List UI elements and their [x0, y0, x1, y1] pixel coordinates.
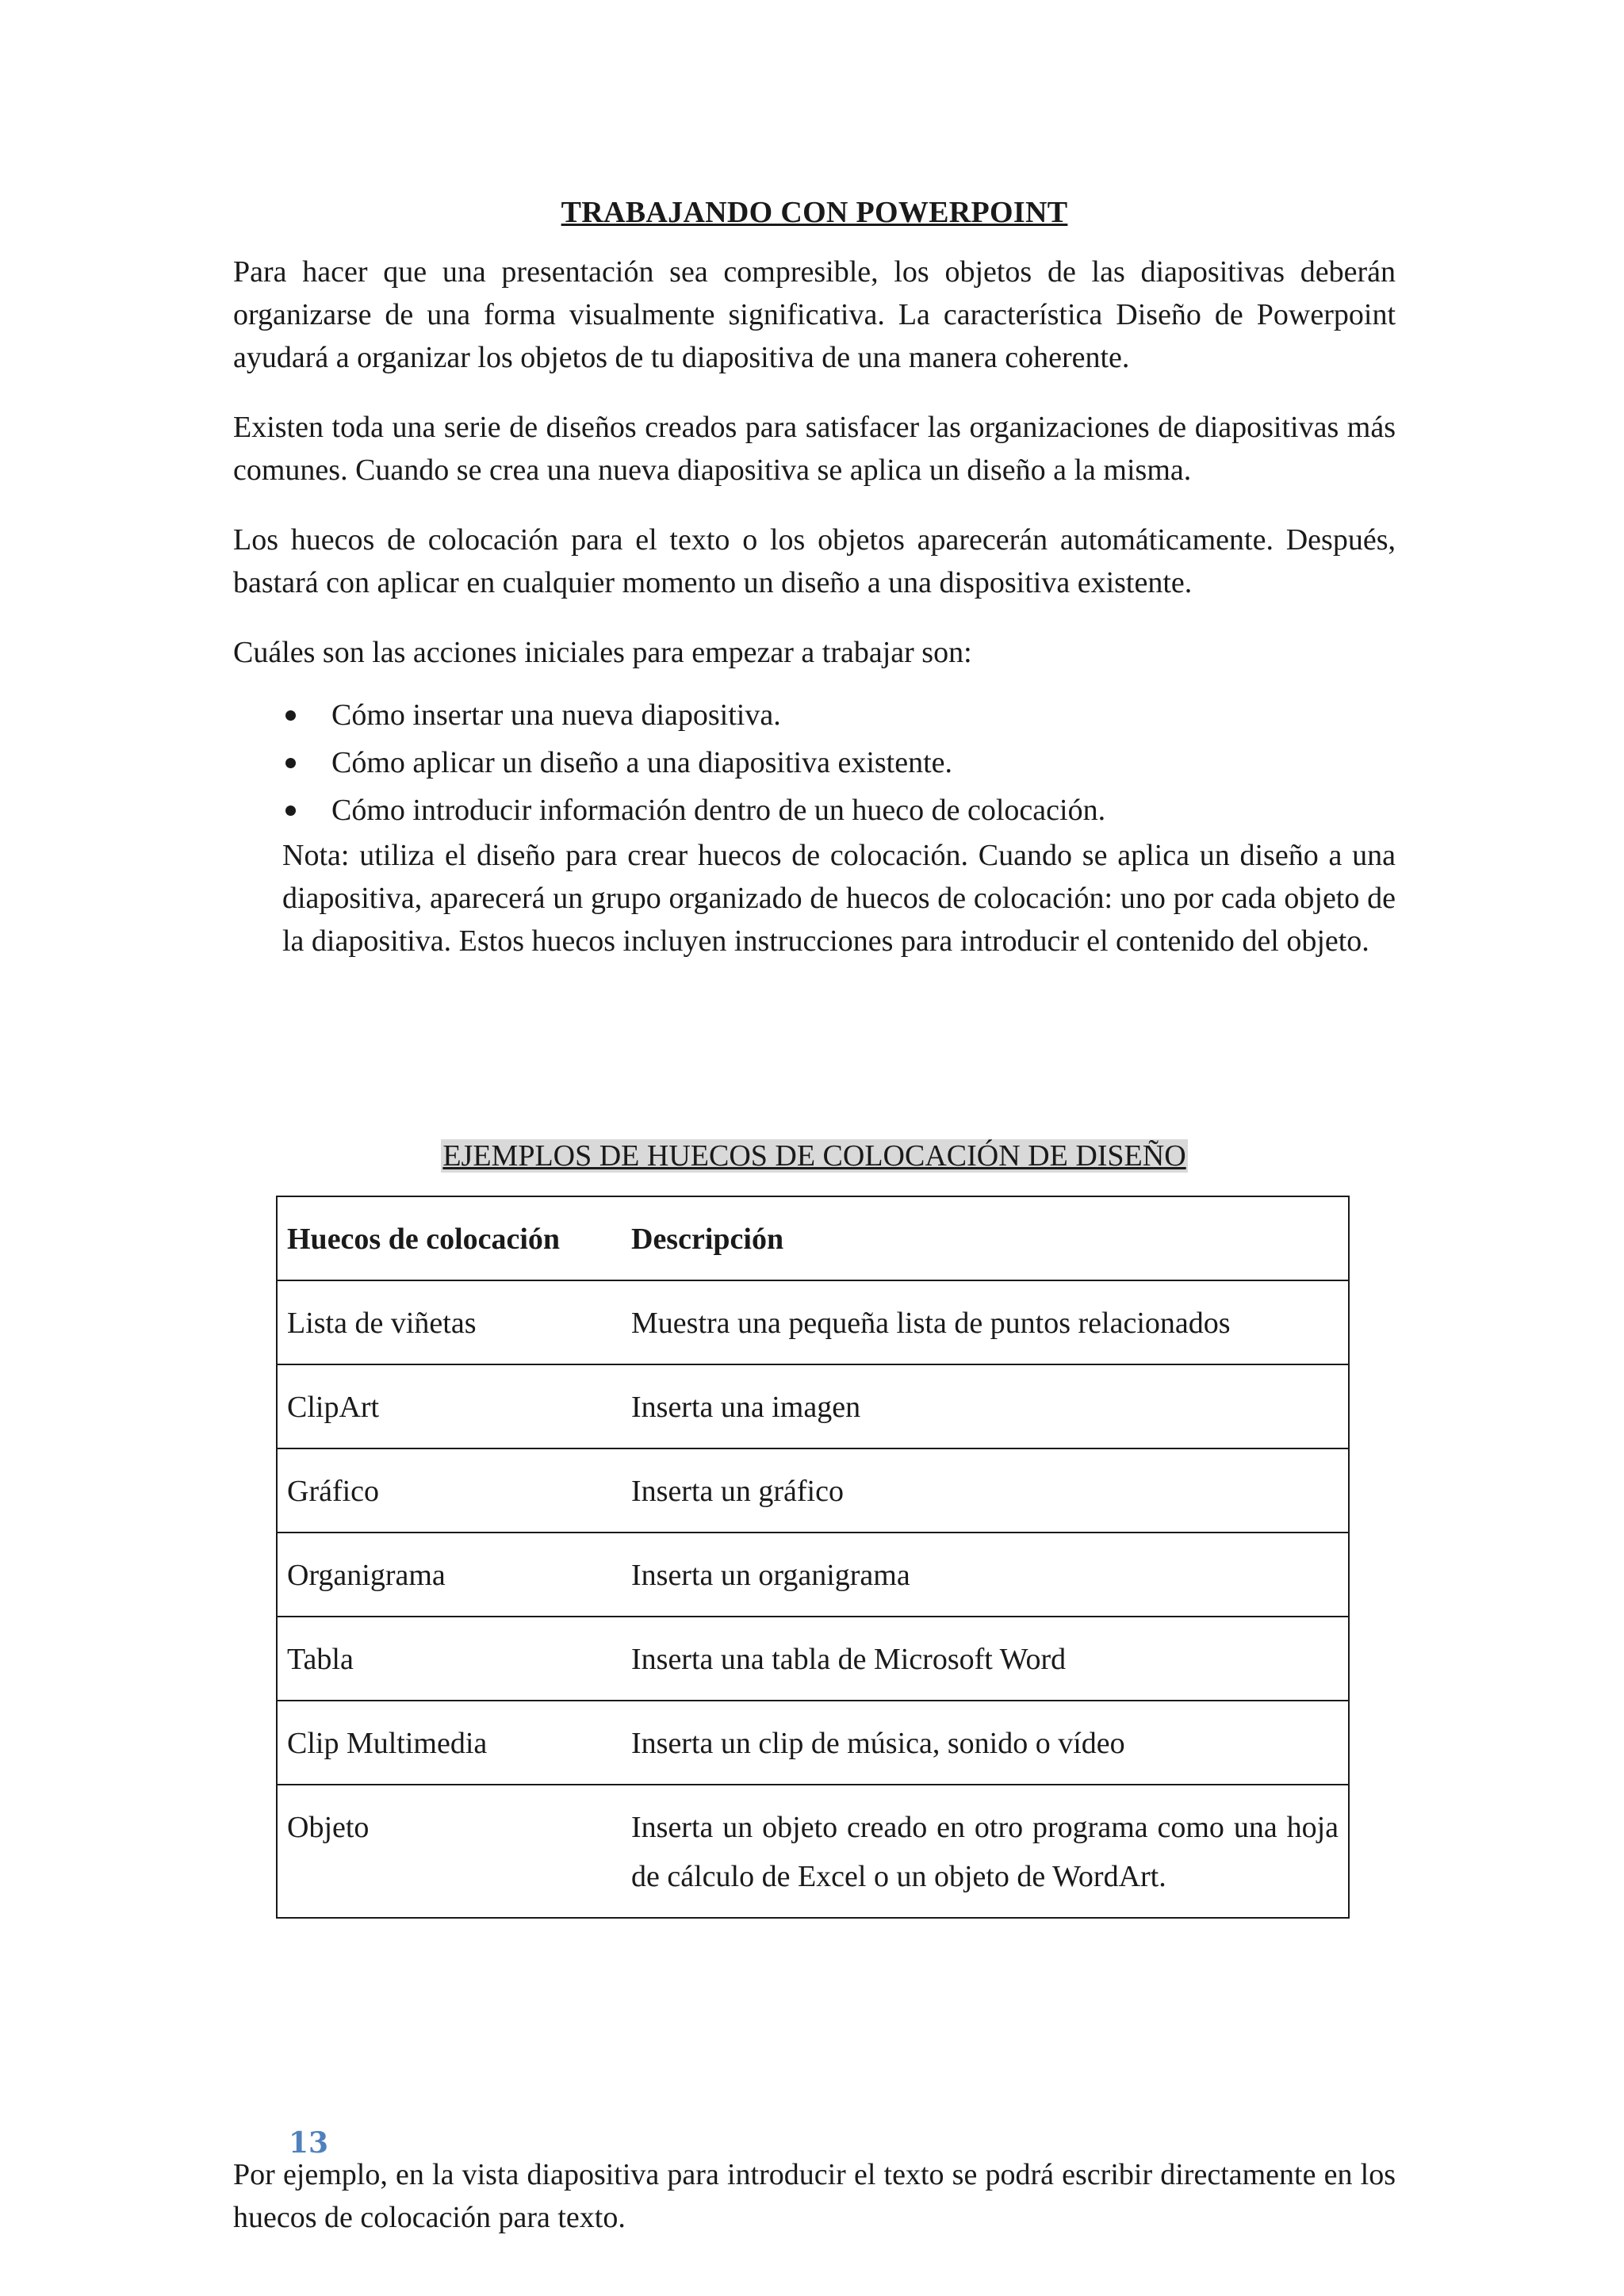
table-row — [277, 1280, 1349, 1364]
table-cell-placeholder: Lista de viñetas — [277, 1280, 622, 1364]
bullet-list — [233, 691, 1396, 834]
list-item: Cómo insertar una nueva diapositiva. — [331, 691, 1396, 739]
table-cell-placeholder: Tabla — [277, 1617, 622, 1701]
table-title — [233, 1138, 1396, 1173]
paragraph-4: Cuáles son las acciones iniciales para empezar a trabajar son: — [233, 636, 972, 669]
paragraph-1: Para hacer que una presentación sea compresible, los objetos de las diapositivas deberán organizarse de una forma visualmente significativa. La característica Diseño de Powerpoint ayudará a organizar los objetos de tu diapositiva de una manera coherente. — [233, 255, 1396, 374]
closing-paragraph: Por ejemplo, en la vista diapositiva para introducir el texto se podrá escribir directamente en los huecos de colocación para texto. — [233, 2158, 1396, 2234]
table-header-row — [277, 1196, 1349, 1280]
table-cell-placeholder: Gráfico — [277, 1448, 622, 1533]
table-title-text: EJEMPLOS DE HUECOS DE COLOCACIÓN DE DISEÑO — [442, 1139, 1186, 1173]
table-cell-description: Muestra una pequeña lista de puntos relacionados — [622, 1280, 1349, 1364]
list-item: Cómo introducir información dentro de un hueco de colocación. — [331, 786, 1396, 834]
table-row — [277, 1617, 1349, 1701]
table-row — [277, 1533, 1349, 1617]
table-cell-placeholder: Clip Multimedia — [277, 1701, 622, 1785]
table-cell-placeholder: Objeto — [277, 1785, 622, 1918]
table-cell-description: Inserta una imagen — [622, 1364, 1349, 1448]
table-cell-description: Inserta un organigrama — [622, 1533, 1349, 1617]
table-cell-placeholder: ClipArt — [277, 1364, 622, 1448]
table-cell-description: Inserta una tabla de Microsoft Word — [622, 1617, 1349, 1701]
paragraph-2: Existen toda una serie de diseños creados para satisfacer las organizaciones de diapositivas más comunes. Cuando se crea una nueva diapositiva se aplica un diseño a la misma. — [233, 411, 1396, 487]
table-cell-description: Inserta un gráfico — [622, 1448, 1349, 1533]
table-row — [277, 1448, 1349, 1533]
paragraph-3: Los huecos de colocación para el texto o los objetos aparecerán automáticamente. Después, bastará con aplicar en cualquier momento un diseño a una dispositiva existente. — [233, 523, 1396, 599]
table-cell-placeholder: Organigrama — [277, 1533, 622, 1617]
table-row — [277, 1701, 1349, 1785]
placeholders-table — [276, 1196, 1350, 1919]
table-header-description: Descripción — [622, 1196, 1349, 1280]
table-row — [277, 1785, 1349, 1918]
page-number: 13 — [289, 2126, 329, 2160]
table-cell-description: Inserta un objeto creado en otro programa como una hoja de cálculo de Excel o un objeto de WordArt. — [622, 1785, 1349, 1918]
table-cell-description: Inserta un clip de música, sonido o vídeo — [622, 1701, 1349, 1785]
table-row — [277, 1364, 1349, 1448]
list-item: Cómo aplicar un diseño a una diapositiva existente. — [331, 739, 1396, 786]
table-header-placeholder: Huecos de colocación — [277, 1196, 622, 1280]
document-title: TRABAJANDO CON POWERPOINT — [561, 196, 1068, 229]
note-paragraph: Nota: utiliza el diseño para crear huecos de colocación. Cuando se aplica un diseño a una diapositiva, aparecerá un grupo organizado de huecos de colocación: uno por cada objeto de la diapositiva. Estos huecos incluyen instrucciones para introducir el contenido del objeto. — [282, 839, 1396, 958]
